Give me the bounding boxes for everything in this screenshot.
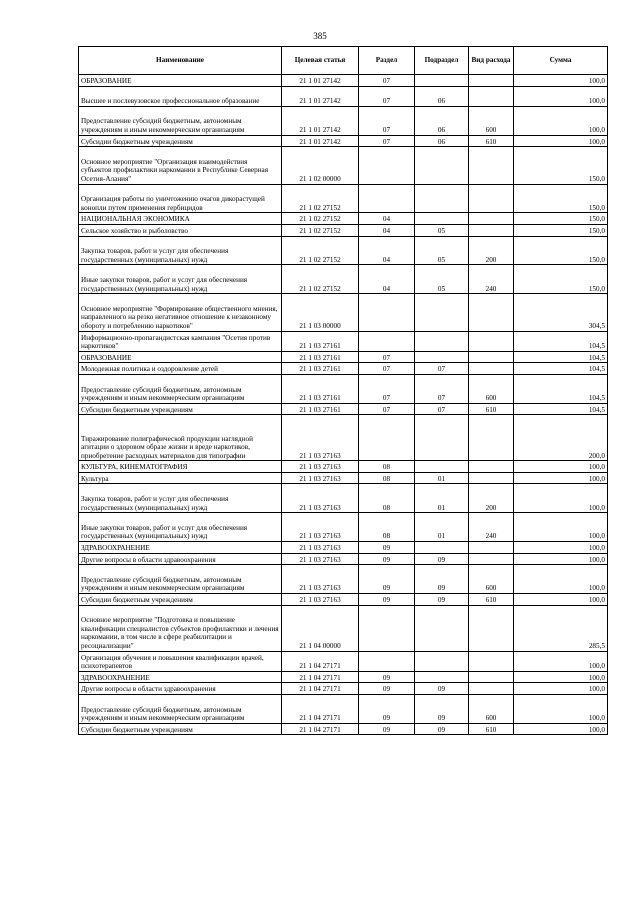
row-expense-type-cell xyxy=(469,331,514,351)
row-amount-cell: 100,0 xyxy=(514,542,608,554)
table-row xyxy=(79,147,608,184)
row-code-cell: 21 1 03 27163 xyxy=(282,472,359,484)
row-expense-type-cell: 600 xyxy=(469,374,514,403)
row-expense-type-cell xyxy=(469,671,514,683)
row-amount-cell: 200,0 xyxy=(514,415,608,461)
row-amount-cell: 100,0 xyxy=(514,513,608,542)
row-section-cell: 09 xyxy=(359,542,415,554)
row-name-cell: ЗДРАВООХРАНЕНИЕ xyxy=(79,542,282,554)
row-name-cell: Тиражирование полиграфической продукции наглядной агитации о здоровом образе жизни и вреде наркотиков, приобретение расходных материалов для типографии xyxy=(79,415,282,461)
table-row xyxy=(79,224,608,236)
row-expense-type-cell xyxy=(469,542,514,554)
row-section-cell: 07 xyxy=(359,135,415,147)
row-section-cell: 07 xyxy=(359,374,415,403)
row-subsection-cell xyxy=(415,294,469,331)
table-row xyxy=(79,513,608,542)
row-name-cell: Организация работы по уничтожению очагов дикорастущей конопли путем применения гербицидов xyxy=(79,184,282,213)
table-row xyxy=(79,75,608,87)
header-code: Целевая статья xyxy=(282,47,359,75)
row-subsection-cell xyxy=(415,651,469,671)
row-expense-type-cell xyxy=(469,651,514,671)
table-row xyxy=(79,294,608,331)
row-section-cell: 09 xyxy=(359,553,415,565)
table-row xyxy=(79,594,608,606)
header-amount: Сумма xyxy=(514,47,608,75)
row-amount-cell: 150,0 xyxy=(514,147,608,184)
row-amount-cell: 100,0 xyxy=(514,683,608,695)
row-section-cell xyxy=(359,147,415,184)
row-name-cell: Основное мероприятие "Формирование общественного мнения, направленного на резко негативное отношение к незаконному обороту и потреблению наркотиков" xyxy=(79,294,282,331)
header-subsection: Подраздел xyxy=(415,47,469,75)
row-code-cell: 21 1 02 00000 xyxy=(282,147,359,184)
row-code-cell: 21 1 03 27163 xyxy=(282,594,359,606)
row-section-cell: 09 xyxy=(359,683,415,695)
row-subsection-cell xyxy=(415,415,469,461)
row-code-cell: 21 1 01 27142 xyxy=(282,75,359,87)
row-amount-cell: 104,5 xyxy=(514,363,608,375)
row-subsection-cell: 05 xyxy=(415,224,469,236)
row-name-cell: Другие вопросы в области здравоохранения xyxy=(79,553,282,565)
row-code-cell: 21 1 02 27152 xyxy=(282,224,359,236)
row-amount-cell: 285,5 xyxy=(514,605,608,651)
row-code-cell: 21 1 03 27163 xyxy=(282,542,359,554)
row-amount-cell: 100,0 xyxy=(514,565,608,594)
row-name-cell: Информационно-пропагандистская кампания "Осетия против наркотиков" xyxy=(79,331,282,351)
row-expense-type-cell xyxy=(469,86,514,106)
table-row xyxy=(79,415,608,461)
row-expense-type-cell: 610 xyxy=(469,135,514,147)
row-name-cell: Закупка товаров, работ и услуг для обеспечения государственных (муниципальных) нужд xyxy=(79,484,282,513)
row-subsection-cell xyxy=(415,331,469,351)
row-subsection-cell xyxy=(415,147,469,184)
row-subsection-cell: 07 xyxy=(415,363,469,375)
row-section-cell: 09 xyxy=(359,671,415,683)
row-expense-type-cell xyxy=(469,224,514,236)
row-code-cell: 21 1 02 27152 xyxy=(282,184,359,213)
row-code-cell: 21 1 04 27171 xyxy=(282,671,359,683)
table-row xyxy=(79,351,608,363)
row-code-cell: 21 1 03 27161 xyxy=(282,363,359,375)
table-row xyxy=(79,265,608,294)
row-subsection-cell: 09 xyxy=(415,594,469,606)
row-code-cell: 21 1 03 27163 xyxy=(282,461,359,473)
row-expense-type-cell: 240 xyxy=(469,513,514,542)
row-expense-type-cell xyxy=(469,461,514,473)
row-name-cell: Предоставление субсидий бюджетным, автономным учреждениям и иным некоммерческим организациям xyxy=(79,695,282,724)
row-code-cell: 21 1 03 27161 xyxy=(282,374,359,403)
row-subsection-cell: 05 xyxy=(415,236,469,265)
row-name-cell: Предоставление субсидий бюджетным, автономным учреждениям и иным некоммерческим организациям xyxy=(79,565,282,594)
row-name-cell: Организация обучения и повышения квалификации врачей, психотерапевтов xyxy=(79,651,282,671)
row-subsection-cell: 07 xyxy=(415,374,469,403)
row-subsection-cell xyxy=(415,351,469,363)
row-section-cell: 09 xyxy=(359,723,415,735)
table-row xyxy=(79,484,608,513)
budget-table xyxy=(78,46,608,735)
row-section-cell: 04 xyxy=(359,224,415,236)
table-row xyxy=(79,605,608,651)
row-subsection-cell xyxy=(415,461,469,473)
row-amount-cell: 150,0 xyxy=(514,213,608,225)
row-code-cell: 21 1 03 27161 xyxy=(282,403,359,415)
row-expense-type-cell: 600 xyxy=(469,695,514,724)
row-amount-cell: 100,0 xyxy=(514,695,608,724)
row-amount-cell: 100,0 xyxy=(514,651,608,671)
row-expense-type-cell: 610 xyxy=(469,723,514,735)
row-subsection-cell: 01 xyxy=(415,513,469,542)
row-code-cell: 21 1 03 27163 xyxy=(282,565,359,594)
row-section-cell: 07 xyxy=(359,351,415,363)
row-name-cell: Субсидии бюджетным учреждениям xyxy=(79,403,282,415)
table-row xyxy=(79,651,608,671)
row-expense-type-cell xyxy=(469,147,514,184)
row-name-cell: Иные закупки товаров, работ и услуг для обеспечения государственных (муниципальных) нужд xyxy=(79,513,282,542)
row-code-cell: 21 1 04 27171 xyxy=(282,723,359,735)
row-amount-cell: 100,0 xyxy=(514,553,608,565)
row-code-cell: 21 1 04 27171 xyxy=(282,651,359,671)
row-code-cell: 21 1 03 27161 xyxy=(282,351,359,363)
row-code-cell: 21 1 04 27171 xyxy=(282,683,359,695)
row-code-cell: 21 1 01 27142 xyxy=(282,135,359,147)
row-subsection-cell: 06 xyxy=(415,106,469,135)
table-row xyxy=(79,461,608,473)
row-subsection-cell xyxy=(415,671,469,683)
row-section-cell xyxy=(359,184,415,213)
row-amount-cell: 304,5 xyxy=(514,294,608,331)
row-subsection-cell xyxy=(415,184,469,213)
table-header-row xyxy=(79,47,608,75)
row-amount-cell: 100,0 xyxy=(514,723,608,735)
row-amount-cell: 150,0 xyxy=(514,265,608,294)
row-amount-cell: 150,0 xyxy=(514,224,608,236)
row-subsection-cell: 05 xyxy=(415,265,469,294)
row-subsection-cell: 09 xyxy=(415,565,469,594)
table-row xyxy=(79,86,608,106)
table-row xyxy=(79,671,608,683)
row-section-cell xyxy=(359,294,415,331)
row-expense-type-cell xyxy=(469,683,514,695)
row-amount-cell: 100,0 xyxy=(514,594,608,606)
table-row xyxy=(79,553,608,565)
row-name-cell: ОБРАЗОВАНИЕ xyxy=(79,351,282,363)
row-code-cell: 21 1 03 27163 xyxy=(282,553,359,565)
row-code-cell: 21 1 03 27163 xyxy=(282,484,359,513)
row-expense-type-cell: 200 xyxy=(469,236,514,265)
row-section-cell xyxy=(359,331,415,351)
row-section-cell xyxy=(359,605,415,651)
table-row xyxy=(79,363,608,375)
row-expense-type-cell xyxy=(469,363,514,375)
row-name-cell: Закупка товаров, работ и услуг для обеспечения государственных (муниципальных) нужд xyxy=(79,236,282,265)
table-row xyxy=(79,565,608,594)
row-amount-cell: 104,5 xyxy=(514,403,608,415)
page-number: 385 xyxy=(313,31,327,41)
table-row xyxy=(79,213,608,225)
row-name-cell: Основное мероприятие "Организация взаимодействия субъектов профилактики наркомании в Республике Северная Осетия-Алания" xyxy=(79,147,282,184)
row-code-cell: 21 1 04 00000 xyxy=(282,605,359,651)
row-subsection-cell xyxy=(415,75,469,87)
row-section-cell: 08 xyxy=(359,513,415,542)
row-name-cell: Сельское хозяйство и рыболовство xyxy=(79,224,282,236)
row-amount-cell: 100,0 xyxy=(514,484,608,513)
row-expense-type-cell: 600 xyxy=(469,565,514,594)
row-code-cell: 21 1 01 27142 xyxy=(282,106,359,135)
row-name-cell: Предоставление субсидий бюджетным, автономным учреждениям и иным некоммерческим организациям xyxy=(79,374,282,403)
table-row xyxy=(79,374,608,403)
row-section-cell: 08 xyxy=(359,484,415,513)
row-code-cell: 21 1 01 27142 xyxy=(282,86,359,106)
row-section-cell: 04 xyxy=(359,265,415,294)
row-section-cell: 07 xyxy=(359,106,415,135)
row-code-cell: 21 1 03 27161 xyxy=(282,331,359,351)
row-section-cell: 08 xyxy=(359,472,415,484)
table-row xyxy=(79,695,608,724)
row-section-cell: 09 xyxy=(359,695,415,724)
row-name-cell: Культура xyxy=(79,472,282,484)
row-amount-cell: 100,0 xyxy=(514,75,608,87)
row-subsection-cell: 06 xyxy=(415,86,469,106)
row-section-cell: 07 xyxy=(359,403,415,415)
row-expense-type-cell xyxy=(469,605,514,651)
row-expense-type-cell xyxy=(469,294,514,331)
row-expense-type-cell xyxy=(469,213,514,225)
row-amount-cell: 100,0 xyxy=(514,135,608,147)
table-row xyxy=(79,472,608,484)
table-row xyxy=(79,184,608,213)
table-row xyxy=(79,723,608,735)
row-subsection-cell: 07 xyxy=(415,403,469,415)
row-code-cell: 21 1 02 27152 xyxy=(282,236,359,265)
row-expense-type-cell: 610 xyxy=(469,594,514,606)
table-row xyxy=(79,236,608,265)
row-name-cell: Субсидии бюджетным учреждениям xyxy=(79,594,282,606)
row-section-cell: 04 xyxy=(359,213,415,225)
row-amount-cell: 100,0 xyxy=(514,461,608,473)
row-name-cell: Предоставление субсидий бюджетным, автономным учреждениям и иным некоммерческим организациям xyxy=(79,106,282,135)
row-section-cell: 07 xyxy=(359,86,415,106)
row-section-cell: 09 xyxy=(359,565,415,594)
row-amount-cell: 100,0 xyxy=(514,671,608,683)
table-row xyxy=(79,683,608,695)
table-row xyxy=(79,403,608,415)
row-expense-type-cell xyxy=(469,553,514,565)
header-name: Наименование xyxy=(79,47,282,75)
row-subsection-cell: 06 xyxy=(415,135,469,147)
table-row xyxy=(79,331,608,351)
header-expense-type: Вид расхода xyxy=(469,47,514,75)
row-subsection-cell: 01 xyxy=(415,484,469,513)
row-name-cell: Высшее и послевузовское профессиональное образование xyxy=(79,86,282,106)
row-code-cell: 21 1 02 27152 xyxy=(282,265,359,294)
row-subsection-cell: 09 xyxy=(415,553,469,565)
table-row xyxy=(79,106,608,135)
row-name-cell: Молодежная политика и оздоровление детей xyxy=(79,363,282,375)
row-code-cell: 21 1 04 27171 xyxy=(282,695,359,724)
row-name-cell: Другие вопросы в области здравоохранения xyxy=(79,683,282,695)
row-name-cell: Основное мероприятие "Подготовка и повышение квалификации специалистов субъектов профилактики и лечения наркомании, в том числе в сфере реабилитации и ресоциализации" xyxy=(79,605,282,651)
row-expense-type-cell xyxy=(469,351,514,363)
row-expense-type-cell: 610 xyxy=(469,403,514,415)
row-subsection-cell: 01 xyxy=(415,472,469,484)
table-row xyxy=(79,542,608,554)
row-amount-cell: 100,0 xyxy=(514,106,608,135)
row-code-cell: 21 1 02 27152 xyxy=(282,213,359,225)
row-section-cell: 04 xyxy=(359,236,415,265)
row-subsection-cell xyxy=(415,542,469,554)
row-subsection-cell: 09 xyxy=(415,683,469,695)
row-expense-type-cell xyxy=(469,472,514,484)
row-subsection-cell xyxy=(415,213,469,225)
row-amount-cell: 150,0 xyxy=(514,184,608,213)
row-code-cell: 21 1 03 00000 xyxy=(282,294,359,331)
row-name-cell: КУЛЬТУРА, КИНЕМАТОГРАФИЯ xyxy=(79,461,282,473)
row-section-cell: 09 xyxy=(359,594,415,606)
row-name-cell: ЗДРАВООХРАНЕНИЕ xyxy=(79,671,282,683)
row-expense-type-cell xyxy=(469,184,514,213)
row-expense-type-cell xyxy=(469,75,514,87)
row-amount-cell: 100,0 xyxy=(514,472,608,484)
row-name-cell: Субсидии бюджетным учреждениям xyxy=(79,723,282,735)
header-section: Раздел xyxy=(359,47,415,75)
row-name-cell: Иные закупки товаров, работ и услуг для обеспечения государственных (муниципальных) нужд xyxy=(79,265,282,294)
row-name-cell: ОБРАЗОВАНИЕ xyxy=(79,75,282,87)
row-amount-cell: 104,5 xyxy=(514,331,608,351)
row-amount-cell: 150,0 xyxy=(514,236,608,265)
row-section-cell: 07 xyxy=(359,75,415,87)
row-name-cell: Субсидии бюджетным учреждениям xyxy=(79,135,282,147)
row-name-cell: НАЦИОНАЛЬНАЯ ЭКОНОМИКА xyxy=(79,213,282,225)
row-expense-type-cell: 200 xyxy=(469,484,514,513)
row-subsection-cell: 09 xyxy=(415,695,469,724)
row-section-cell xyxy=(359,651,415,671)
row-section-cell: 08 xyxy=(359,461,415,473)
row-subsection-cell: 09 xyxy=(415,723,469,735)
row-expense-type-cell xyxy=(469,415,514,461)
row-code-cell: 21 1 03 27163 xyxy=(282,415,359,461)
row-expense-type-cell: 600 xyxy=(469,106,514,135)
row-subsection-cell xyxy=(415,605,469,651)
row-section-cell: 07 xyxy=(359,363,415,375)
row-amount-cell: 104,5 xyxy=(514,374,608,403)
row-code-cell: 21 1 03 27163 xyxy=(282,513,359,542)
row-amount-cell: 104,5 xyxy=(514,351,608,363)
row-section-cell xyxy=(359,415,415,461)
table-row xyxy=(79,135,608,147)
row-expense-type-cell: 240 xyxy=(469,265,514,294)
row-amount-cell: 100,0 xyxy=(514,86,608,106)
